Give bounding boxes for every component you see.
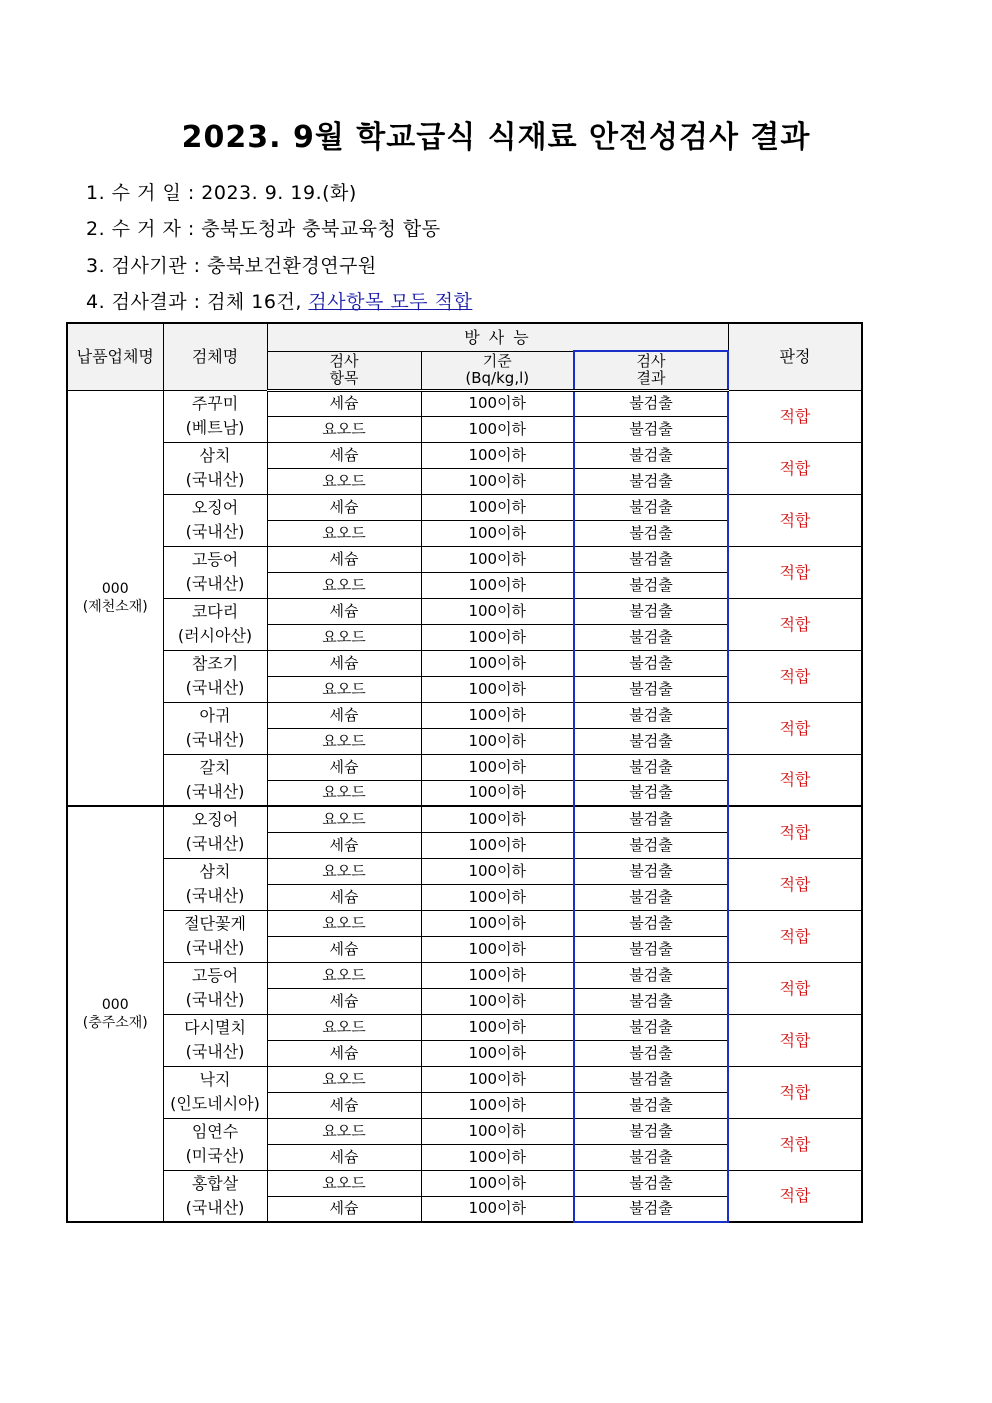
test-result-cell: 불검출 [574, 572, 728, 598]
test-item-cell: 세슘 [267, 1144, 421, 1170]
verdict-cell: 적합 [728, 702, 862, 754]
header-sample: 검체명 [163, 323, 267, 390]
info-result-text: 4. 검사결과 : 검체 16건, [86, 291, 309, 313]
table-row [67, 910, 862, 936]
sample-name-cell: 삼치 (국내산) [163, 858, 267, 910]
standard-cell: 100이하 [421, 754, 574, 780]
sample-name-cell: 코다리 (러시아산) [163, 598, 267, 650]
test-item-cell: 세슘 [267, 988, 421, 1014]
test-result-cell: 불검출 [574, 1014, 728, 1040]
verdict-cell: 적합 [728, 1014, 862, 1066]
test-item-cell: 세슘 [267, 1092, 421, 1118]
standard-cell: 100이하 [421, 1066, 574, 1092]
test-item-cell: 요오드 [267, 962, 421, 988]
table-row [67, 650, 862, 676]
table-row [67, 1170, 862, 1196]
test-item-cell: 요오드 [267, 416, 421, 442]
verdict-cell: 적합 [728, 650, 862, 702]
result-summary-link[interactable]: 검사항목 모두 적합 [308, 291, 473, 313]
supplier-cell: 000 (제천소재) [67, 390, 163, 806]
inspection-result-table [66, 322, 863, 1223]
test-result-cell: 불검출 [574, 910, 728, 936]
sample-name-cell: 고등어 (국내산) [163, 546, 267, 598]
table-row [67, 806, 862, 832]
standard-cell: 100이하 [421, 936, 574, 962]
test-item-cell: 요오드 [267, 468, 421, 494]
test-result-cell: 불검출 [574, 962, 728, 988]
header-radioactivity: 방 사 능 [267, 323, 728, 351]
test-result-cell: 불검출 [574, 1092, 728, 1118]
table-row [67, 494, 862, 520]
info-collector-text: 2. 수 거 자 : 충북도청과 충북교육청 합동 [86, 218, 441, 240]
sample-name-cell: 고등어 (국내산) [163, 962, 267, 1014]
test-result-cell: 불검출 [574, 442, 728, 468]
test-item-cell: 요오드 [267, 1066, 421, 1092]
standard-cell: 100이하 [421, 728, 574, 754]
test-item-cell: 세슘 [267, 390, 421, 416]
test-result-cell: 불검출 [574, 988, 728, 1014]
standard-cell: 100이하 [421, 884, 574, 910]
test-item-cell: 세슘 [267, 650, 421, 676]
standard-cell: 100이하 [421, 1144, 574, 1170]
test-item-cell: 요오드 [267, 1118, 421, 1144]
test-result-cell: 불검출 [574, 754, 728, 780]
test-result-cell: 불검출 [574, 650, 728, 676]
standard-cell: 100이하 [421, 1040, 574, 1066]
standard-cell: 100이하 [421, 494, 574, 520]
standard-cell: 100이하 [421, 832, 574, 858]
info-line-result [86, 287, 472, 314]
test-result-cell: 불검출 [574, 832, 728, 858]
verdict-cell: 적합 [728, 754, 862, 806]
info-line-agency [86, 251, 377, 278]
verdict-cell: 적합 [728, 1170, 862, 1222]
verdict-cell: 적합 [728, 1118, 862, 1170]
verdict-cell: 적합 [728, 494, 862, 546]
test-item-cell: 세슘 [267, 546, 421, 572]
test-item-cell: 요오드 [267, 910, 421, 936]
verdict-cell: 적합 [728, 1066, 862, 1118]
verdict-cell: 적합 [728, 546, 862, 598]
test-item-cell: 요오드 [267, 572, 421, 598]
header-test-item: 검사 항목 [267, 351, 421, 390]
test-result-cell: 불검출 [574, 624, 728, 650]
test-result-cell: 불검출 [574, 1118, 728, 1144]
page-title: 2023. 9월 학교급식 식재료 안전성검사 결과 [181, 120, 811, 155]
test-item-cell: 요오드 [267, 1014, 421, 1040]
test-result-cell: 불검출 [574, 494, 728, 520]
sample-name-cell: 삼치 (국내산) [163, 442, 267, 494]
standard-cell: 100이하 [421, 546, 574, 572]
info-agency-text: 3. 검사기관 : 충북보건환경연구원 [86, 255, 377, 277]
test-item-cell: 세슘 [267, 494, 421, 520]
info-date-text: 1. 수 거 일 : 2023. 9. 19.(화) [86, 182, 357, 204]
table-row [67, 598, 862, 624]
test-result-cell: 불검출 [574, 858, 728, 884]
verdict-cell: 적합 [728, 910, 862, 962]
test-item-cell: 세슘 [267, 754, 421, 780]
table-row [67, 1014, 862, 1040]
info-line-collector [86, 214, 441, 241]
verdict-cell: 적합 [728, 598, 862, 650]
test-result-cell: 불검출 [574, 468, 728, 494]
test-result-cell: 불검출 [574, 598, 728, 624]
header-test-result: 검사 결과 [574, 351, 728, 390]
test-item-cell: 세슘 [267, 1196, 421, 1222]
standard-cell: 100이하 [421, 962, 574, 988]
test-result-cell: 불검출 [574, 728, 728, 754]
test-result-cell: 불검출 [574, 390, 728, 416]
standard-cell: 100이하 [421, 858, 574, 884]
sample-name-cell: 낙지 (인도네시아) [163, 1066, 267, 1118]
sample-name-cell: 홍합살 (국내산) [163, 1170, 267, 1222]
standard-cell: 100이하 [421, 390, 574, 416]
table-row [67, 962, 862, 988]
test-result-cell: 불검출 [574, 780, 728, 806]
verdict-cell: 적합 [728, 962, 862, 1014]
standard-cell: 100이하 [421, 650, 574, 676]
sample-name-cell: 아귀 (국내산) [163, 702, 267, 754]
standard-cell: 100이하 [421, 416, 574, 442]
test-result-cell: 불검출 [574, 546, 728, 572]
verdict-cell: 적합 [728, 442, 862, 494]
test-item-cell: 세슘 [267, 1040, 421, 1066]
standard-cell: 100이하 [421, 624, 574, 650]
standard-cell: 100이하 [421, 988, 574, 1014]
test-item-cell: 세슘 [267, 598, 421, 624]
header-verdict: 판정 [728, 323, 862, 390]
test-result-cell: 불검출 [574, 1196, 728, 1222]
test-result-cell: 불검출 [574, 936, 728, 962]
standard-cell: 100이하 [421, 598, 574, 624]
sample-name-cell: 오징어 (국내산) [163, 806, 267, 858]
standard-cell: 100이하 [421, 1196, 574, 1222]
header-supplier: 납품업체명 [67, 323, 163, 390]
test-item-cell: 요오드 [267, 858, 421, 884]
test-result-cell: 불검출 [574, 702, 728, 728]
table-row [67, 1066, 862, 1092]
sample-name-cell: 오징어 (국내산) [163, 494, 267, 546]
supplier-cell: 000 (충주소재) [67, 806, 163, 1222]
table-row [67, 390, 862, 416]
standard-cell: 100이하 [421, 806, 574, 832]
standard-cell: 100이하 [421, 702, 574, 728]
verdict-cell: 적합 [728, 390, 862, 442]
table-row [67, 546, 862, 572]
test-item-cell: 세슘 [267, 702, 421, 728]
result-table-body [67, 390, 862, 1222]
test-result-cell: 불검출 [574, 884, 728, 910]
verdict-cell: 적합 [728, 858, 862, 910]
sample-name-cell: 참조기 (국내산) [163, 650, 267, 702]
test-item-cell: 세슘 [267, 884, 421, 910]
test-result-cell: 불검출 [574, 1040, 728, 1066]
standard-cell: 100이하 [421, 468, 574, 494]
sample-name-cell: 다시멸치 (국내산) [163, 1014, 267, 1066]
test-item-cell: 요오드 [267, 1170, 421, 1196]
standard-cell: 100이하 [421, 572, 574, 598]
standard-cell: 100이하 [421, 442, 574, 468]
test-item-cell: 요오드 [267, 728, 421, 754]
table-row [67, 1118, 862, 1144]
test-result-cell: 불검출 [574, 806, 728, 832]
test-item-cell: 세슘 [267, 832, 421, 858]
test-item-cell: 요오드 [267, 780, 421, 806]
standard-cell: 100이하 [421, 1170, 574, 1196]
sample-name-cell: 갈치 (국내산) [163, 754, 267, 806]
standard-cell: 100이하 [421, 1092, 574, 1118]
test-item-cell: 세슘 [267, 442, 421, 468]
test-result-cell: 불검출 [574, 1170, 728, 1196]
test-item-cell: 요오드 [267, 676, 421, 702]
test-result-cell: 불검출 [574, 416, 728, 442]
standard-cell: 100이하 [421, 910, 574, 936]
header-standard: 기준 (Bq/kg,l) [421, 351, 574, 390]
standard-cell: 100이하 [421, 676, 574, 702]
sample-name-cell: 주꾸미 (베트남) [163, 390, 267, 442]
table-row [67, 754, 862, 780]
standard-cell: 100이하 [421, 1014, 574, 1040]
standard-cell: 100이하 [421, 520, 574, 546]
standard-cell: 100이하 [421, 780, 574, 806]
test-result-cell: 불검출 [574, 520, 728, 546]
test-result-cell: 불검출 [574, 1144, 728, 1170]
test-item-cell: 요오드 [267, 806, 421, 832]
test-item-cell: 요오드 [267, 624, 421, 650]
verdict-cell: 적합 [728, 806, 862, 858]
test-item-cell: 요오드 [267, 520, 421, 546]
test-item-cell: 세슘 [267, 936, 421, 962]
info-line-date [86, 178, 357, 205]
test-result-cell: 불검출 [574, 1066, 728, 1092]
sample-name-cell: 임연수 (미국산) [163, 1118, 267, 1170]
table-row [67, 442, 862, 468]
test-result-cell: 불검출 [574, 676, 728, 702]
standard-cell: 100이하 [421, 1118, 574, 1144]
table-row [67, 858, 862, 884]
sample-name-cell: 절단꽃게 (국내산) [163, 910, 267, 962]
table-row [67, 702, 862, 728]
